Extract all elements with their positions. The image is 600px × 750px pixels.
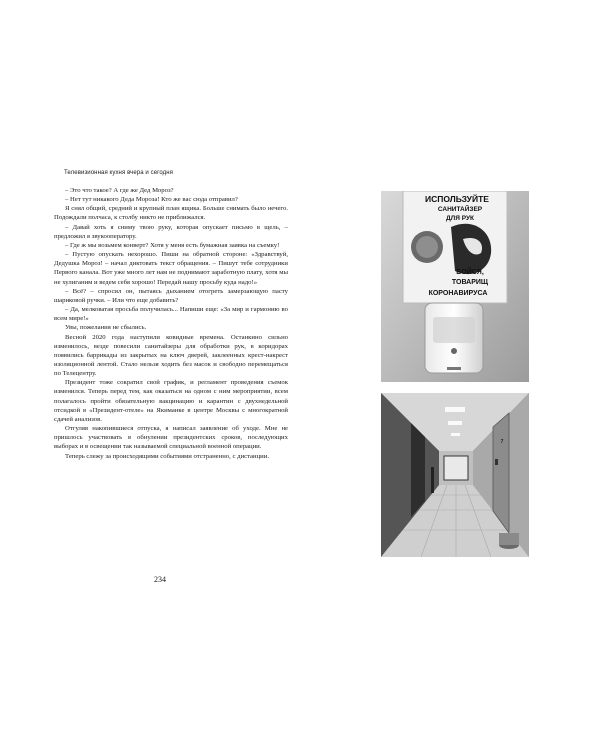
poster-line: ДЛЯ РУК: [446, 215, 474, 222]
paragraph: – Пустую опускать нехорошо. Пиши на обратной стороне: «Здравствуй, Дедушка Мороз! – начал диктовать текст обращения. – Пишут тебе сотрудники Первого канала. Вот уже много лет нам не поднимают заработную плату, хотя мы не хулиганим и ведем себя хорошо! Передай нашу просьбу куда надо!»: [54, 251, 288, 286]
door-number: 7: [500, 439, 504, 445]
paragraph: – Нет тут никакого Деда Мороза! Кто же вас сюда отправил?: [65, 196, 238, 204]
paragraph: Я снял общий, средний и крупный план ящика. Больше снимать было нечего. Подождали полчаса, к столбу никто не приближался.: [54, 205, 288, 222]
paragraph: Теперь слежу за происходящими событиями отстраненно, с дистанции.: [65, 452, 270, 460]
photo-corridor: [381, 393, 529, 557]
paragraph: Отгуляв накопившиеся отпуска, я написал заявление об уходе. Мне не пришлось участвовать в обнулении президентских сроков, последующих выборах и в освещении так называемой специальной военной операции.: [54, 425, 288, 451]
poster-line: ТОВАРИЩ: [451, 279, 489, 286]
paragraph: Увы, пожелания не сбылись.: [65, 324, 147, 332]
paragraph: Президент тоже сократил свой график, и регламент проведения съемок изменился. Теперь перед тем, как оказаться на одном с ним мероприятии, всем полагалось пройти обязательную вакцинацию и карантин с двухнедельной отсидкой в «Президент-отеле» на Якиманке в центре Москвы с многократной сдачей анализов.: [54, 379, 288, 423]
paragraph: – Всё? – спросил он, пытаясь дыханием отогреть замерзающую пасту шариковой ручки. – Или что еще добавить?: [54, 287, 288, 304]
photo-sanitizer: [381, 191, 529, 382]
running-header: Телевизионная кухня вчера и сегодня: [64, 170, 173, 176]
paragraph: – Давай хоть я сниму твою руку, которая опускает письмо в щель, – предложил я звукооператору.: [54, 223, 288, 240]
paragraph: Весной 2020 года наступили ковидные времена. Останкино сильно изменилось, везде повесили санитайзеры для обработки рук, в коридорах появились баррикады из закрытых на ключ дверей, заклеенных крест-накрест изоляционной лентой. Стало нельзя ходить без масок и свободно перемещаться по Телецентру.: [54, 333, 288, 378]
paragraph: – Это что такое? А где же Дед Мороз?: [65, 187, 174, 194]
paragraph: – Да, мелковатая просьба получилась... Напиши еще: «За мир и гармонию во всем мире!»: [54, 306, 288, 323]
corridor-photo-drawing: [381, 393, 529, 557]
body-text: [54, 186, 288, 461]
paragraph: – Где ж мы возьмем конверт? Хотя у меня есть бумажная заявка на съемку!: [65, 241, 280, 249]
poster-line: БОЙСЯ,: [456, 269, 484, 276]
poster-line: КОРОНАВИРУСА: [428, 290, 488, 297]
poster-line: САНИТАЙЗЕР: [437, 206, 483, 213]
page-number: 234: [154, 575, 166, 584]
poster-line: ИСПОЛЬЗУЙТЕ: [425, 194, 489, 204]
